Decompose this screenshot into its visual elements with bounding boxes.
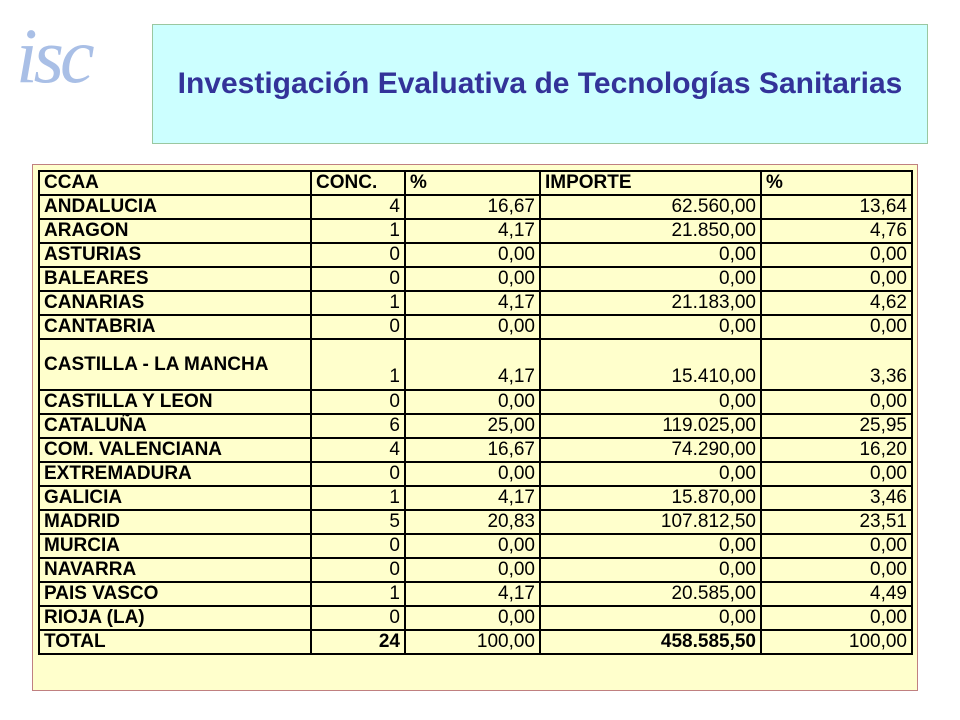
cell-ccaa: ARAGON [39,219,311,243]
table-row [39,438,912,462]
cell-importe: 0,00 [540,606,761,630]
header-cell-conc: CONC. [311,171,405,195]
cell-pct-importe: 4,62 [761,291,912,315]
cell-conc: 1 [311,582,405,606]
table-row [39,606,912,630]
cell-pct-conc: 4,17 [405,582,540,606]
cell-ccaa: COM. VALENCIANA [39,438,311,462]
cell-pct-importe: 25,95 [761,414,912,438]
cell-importe: 458.585,50 [540,630,761,654]
table-row [39,291,912,315]
cell-conc: 0 [311,534,405,558]
cell-pct-conc: 4,17 [405,486,540,510]
cell-importe: 0,00 [540,534,761,558]
cell-pct-conc: 0,00 [405,606,540,630]
header-cell-ccaa: CCAA [39,171,311,195]
cell-conc: 1 [311,339,405,390]
cell-pct-conc: 0,00 [405,390,540,414]
cell-pct-importe: 23,51 [761,510,912,534]
cell-conc: 0 [311,243,405,267]
header-cell-pct-importe: % [761,171,912,195]
cell-importe: 107.812,50 [540,510,761,534]
cell-ccaa: PAIS VASCO [39,582,311,606]
cell-importe: 0,00 [540,267,761,291]
cell-pct-importe: 100,00 [761,630,912,654]
cell-pct-conc: 20,83 [405,510,540,534]
logo-text: isc [16,12,91,99]
table-row [39,195,912,219]
table-row [39,390,912,414]
cell-conc: 0 [311,315,405,339]
cell-importe: 119.025,00 [540,414,761,438]
cell-pct-conc: 100,00 [405,630,540,654]
cell-pct-importe: 4,76 [761,219,912,243]
cell-pct-conc: 4,17 [405,219,540,243]
cell-pct-importe: 3,36 [761,339,912,390]
table-row [39,414,912,438]
table-row [39,462,912,486]
table-row [39,534,912,558]
cell-ccaa: RIOJA (LA) [39,606,311,630]
cell-conc: 5 [311,510,405,534]
cell-ccaa: MURCIA [39,534,311,558]
cell-ccaa: MADRID [39,510,311,534]
cell-ccaa: ASTURIAS [39,243,311,267]
header-row [39,171,912,195]
cell-conc: 24 [311,630,405,654]
cell-conc: 1 [311,486,405,510]
cell-importe: 21.183,00 [540,291,761,315]
data-table [38,170,913,655]
cell-pct-importe: 13,64 [761,195,912,219]
table-row [39,558,912,582]
cell-conc: 4 [311,195,405,219]
cell-ccaa: TOTAL [39,630,311,654]
cell-conc: 6 [311,414,405,438]
cell-pct-importe: 0,00 [761,243,912,267]
cell-pct-importe: 0,00 [761,534,912,558]
cell-pct-conc: 0,00 [405,315,540,339]
cell-pct-importe: 0,00 [761,606,912,630]
table-row [39,582,912,606]
cell-ccaa: CASTILLA Y LEON [39,390,311,414]
cell-pct-conc: 0,00 [405,243,540,267]
cell-pct-conc: 4,17 [405,339,540,390]
cell-pct-conc: 16,67 [405,195,540,219]
cell-importe: 0,00 [540,390,761,414]
cell-pct-conc: 0,00 [405,462,540,486]
table-row [39,219,912,243]
table-row [39,486,912,510]
cell-importe: 15.870,00 [540,486,761,510]
cell-importe: 15.410,00 [540,339,761,390]
cell-importe: 0,00 [540,558,761,582]
cell-ccaa: CASTILLA - LA MANCHA [39,339,311,390]
table-frame [32,164,918,691]
cell-ccaa: NAVARRA [39,558,311,582]
cell-pct-conc: 4,17 [405,291,540,315]
table-row [39,243,912,267]
cell-pct-importe: 3,46 [761,486,912,510]
cell-conc: 0 [311,558,405,582]
cell-importe: 0,00 [540,462,761,486]
cell-pct-importe: 0,00 [761,315,912,339]
cell-importe: 21.850,00 [540,219,761,243]
cell-importe: 20.585,00 [540,582,761,606]
isc-logo [14,10,139,100]
cell-pct-importe: 0,00 [761,390,912,414]
cell-ccaa: EXTREMADURA [39,462,311,486]
cell-pct-conc: 25,00 [405,414,540,438]
cell-ccaa: GALICIA [39,486,311,510]
page-title: Investigación Evaluativa de Tecnologías Sanitarias [177,67,903,100]
cell-importe: 62.560,00 [540,195,761,219]
cell-conc: 1 [311,291,405,315]
table-row [39,315,912,339]
cell-ccaa: BALEARES [39,267,311,291]
cell-conc: 1 [311,219,405,243]
total-row [39,630,912,654]
cell-pct-importe: 16,20 [761,438,912,462]
table-row [39,510,912,534]
cell-pct-importe: 4,49 [761,582,912,606]
header-cell-pct-conc: % [405,171,540,195]
cell-conc: 0 [311,390,405,414]
cell-importe: 74.290,00 [540,438,761,462]
cell-pct-conc: 0,00 [405,534,540,558]
cell-pct-importe: 0,00 [761,462,912,486]
cell-importe: 0,00 [540,315,761,339]
cell-ccaa: CATALUÑA [39,414,311,438]
cell-importe: 0,00 [540,243,761,267]
cell-ccaa: ANDALUCIA [39,195,311,219]
cell-pct-conc: 0,00 [405,558,540,582]
cell-pct-conc: 16,67 [405,438,540,462]
cell-pct-importe: 0,00 [761,267,912,291]
table-row [39,267,912,291]
cell-conc: 0 [311,462,405,486]
header-cell-importe: IMPORTE [540,171,761,195]
cell-conc: 0 [311,267,405,291]
cell-ccaa: CANARIAS [39,291,311,315]
cell-pct-conc: 0,00 [405,267,540,291]
cell-ccaa: CANTABRIA [39,315,311,339]
cell-conc: 4 [311,438,405,462]
title-banner [152,24,928,144]
cell-pct-importe: 0,00 [761,558,912,582]
cell-conc: 0 [311,606,405,630]
table-row [39,339,912,390]
